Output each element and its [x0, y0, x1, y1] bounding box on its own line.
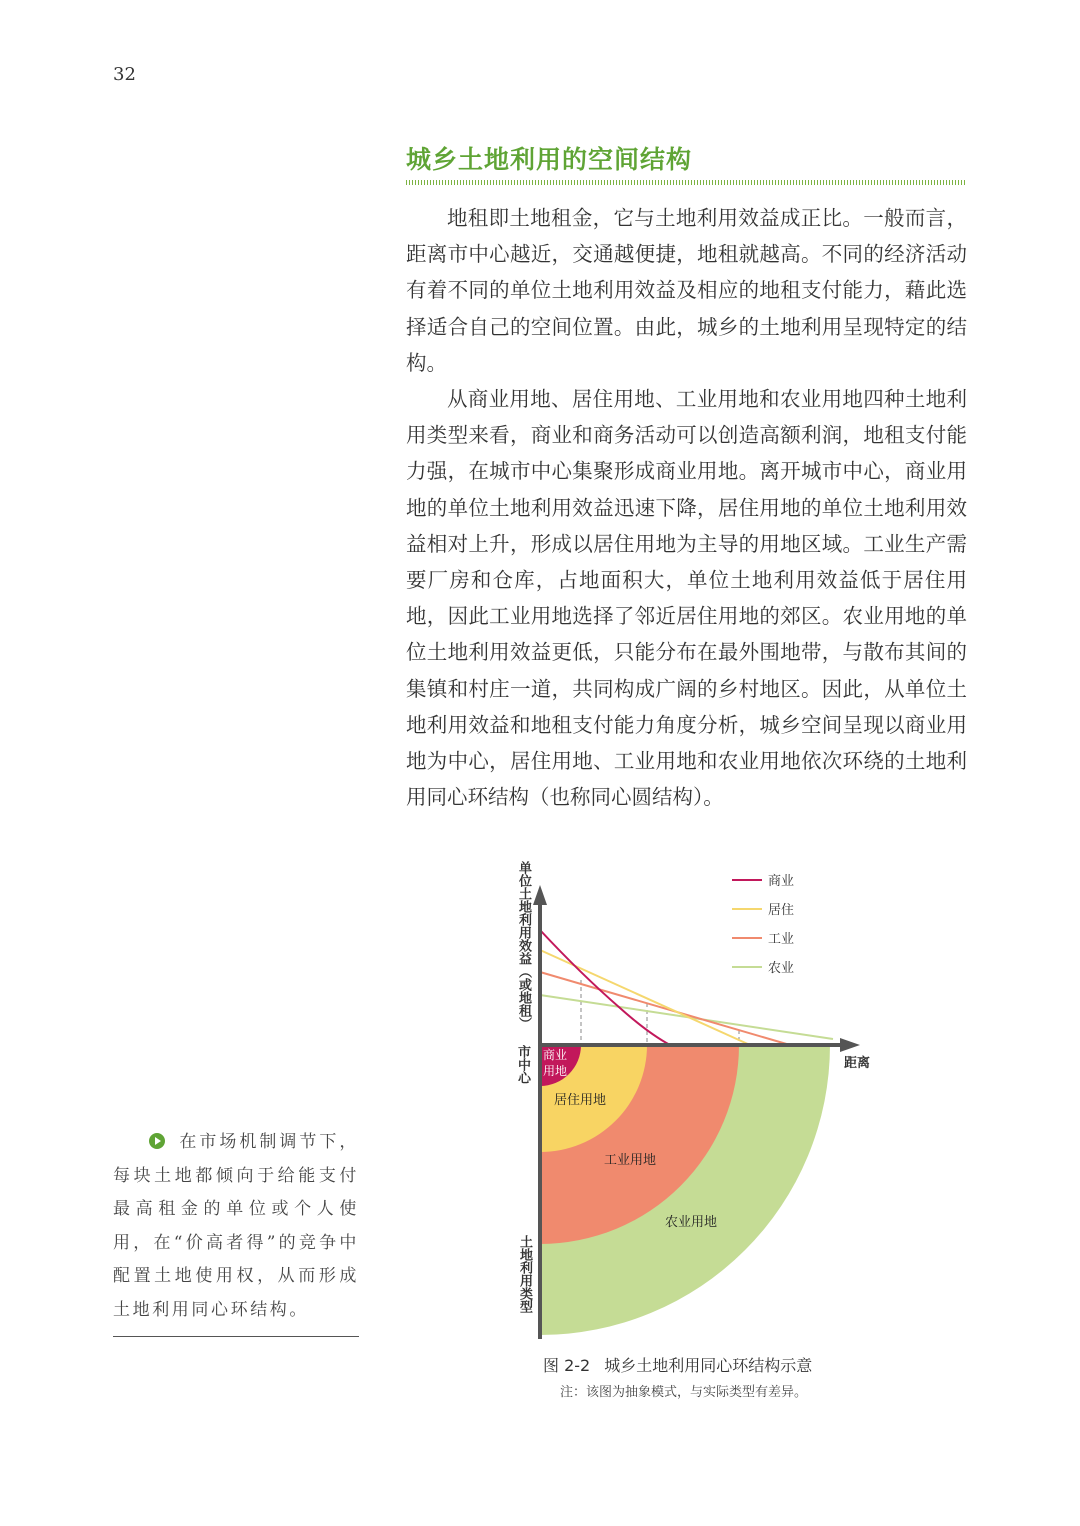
legend-swatch — [732, 937, 762, 939]
figure-title: 城乡土地利用同心环结构示意 — [604, 1356, 813, 1375]
title-rule — [406, 180, 967, 185]
page-number: 32 — [113, 64, 136, 85]
legend-item: 农业 — [732, 952, 794, 981]
legend-item: 工业 — [732, 923, 794, 952]
curve-industry — [540, 972, 790, 1045]
curve-commercial — [540, 930, 670, 1045]
legend-swatch — [732, 966, 762, 968]
legend-item: 商业 — [732, 865, 794, 894]
sidenote — [113, 1126, 359, 1327]
curve-residential — [540, 950, 750, 1045]
concentric-ring-figure — [500, 855, 880, 1345]
zone-industrial-label: 工业用地 — [604, 1153, 657, 1168]
play-bullet-icon — [149, 1133, 165, 1149]
land-use-type-label: 土地利用类型 — [517, 1235, 532, 1313]
zone-agricultural-label: 农业用地 — [665, 1215, 718, 1230]
figure-number: 图 2-2 — [543, 1356, 591, 1375]
sidenote-rule — [113, 1336, 359, 1337]
legend-swatch — [732, 879, 762, 881]
paragraph-1: 地租即土地租金，它与土地利用效益成正比。一般而言，距离市中心越近，交通越便捷，地租就越高。不同的经济活动有着不同的单位土地利用效益及相应的地租支付能力，藉此选择适合自己的空间位置。由此，城乡的土地利用呈现特定的结构。 — [406, 206, 967, 375]
zone-residential-label: 居住用地 — [554, 1093, 607, 1108]
figure-caption — [543, 1353, 812, 1376]
section-title: 城乡土地利用的空间结构 — [406, 145, 693, 174]
figure-note: 注：该图为抽象模式，与实际类型有差异。 — [560, 1385, 808, 1400]
zone-commercial-label: 商业用地 — [543, 1048, 568, 1078]
sidenote-text: 在市场机制调节下，每块土地都倾向于给能支付最高租金的单位或个人使用，在“价高者得”的竞争中配置土地使用权，从而形成土地利用同心环结构。 — [113, 1132, 359, 1320]
body-text — [406, 200, 967, 815]
x-axis-arrow — [840, 1038, 860, 1052]
paragraph-2: 从商业用地、居住用地、工业用地和农业用地四种土地利用类型来看，商业和商务活动可以创造高额利润，地租支付能力强，在城市中心集聚形成商业用地。离开城市中心，商业用地的单位土地利用效益迅速下降，居住用地的单位土地利用效益相对上升，形成以居住用地为主导的用地区域。工业生产需要厂房和仓库，占地面积大，单位土地利用效益低于居住用地，因此工业用地选择了邻近居住用地的郊区。农业用地的单位土地利用效益更低，只能分布在最外围地带，与散布其间的集镇和村庄一道，共同构成广阔的乡村地区。因此，从单位土地利用效益和地租支付能力角度分析，城乡空间呈现以商业用地为中心，居住用地、工业用地和农业用地依次环绕的土地利用同心环结构（也称同心圆结构）。 — [406, 387, 967, 810]
city-center-label: 市中心 — [515, 1045, 530, 1084]
legend — [732, 865, 794, 981]
legend-swatch — [732, 908, 762, 910]
y-axis-arrow — [533, 885, 547, 905]
y-axis-label: 单位土地利用效益（或地租） — [516, 861, 531, 1030]
distance-label: 距离 — [844, 1056, 871, 1071]
legend-item: 居住 — [732, 894, 794, 923]
